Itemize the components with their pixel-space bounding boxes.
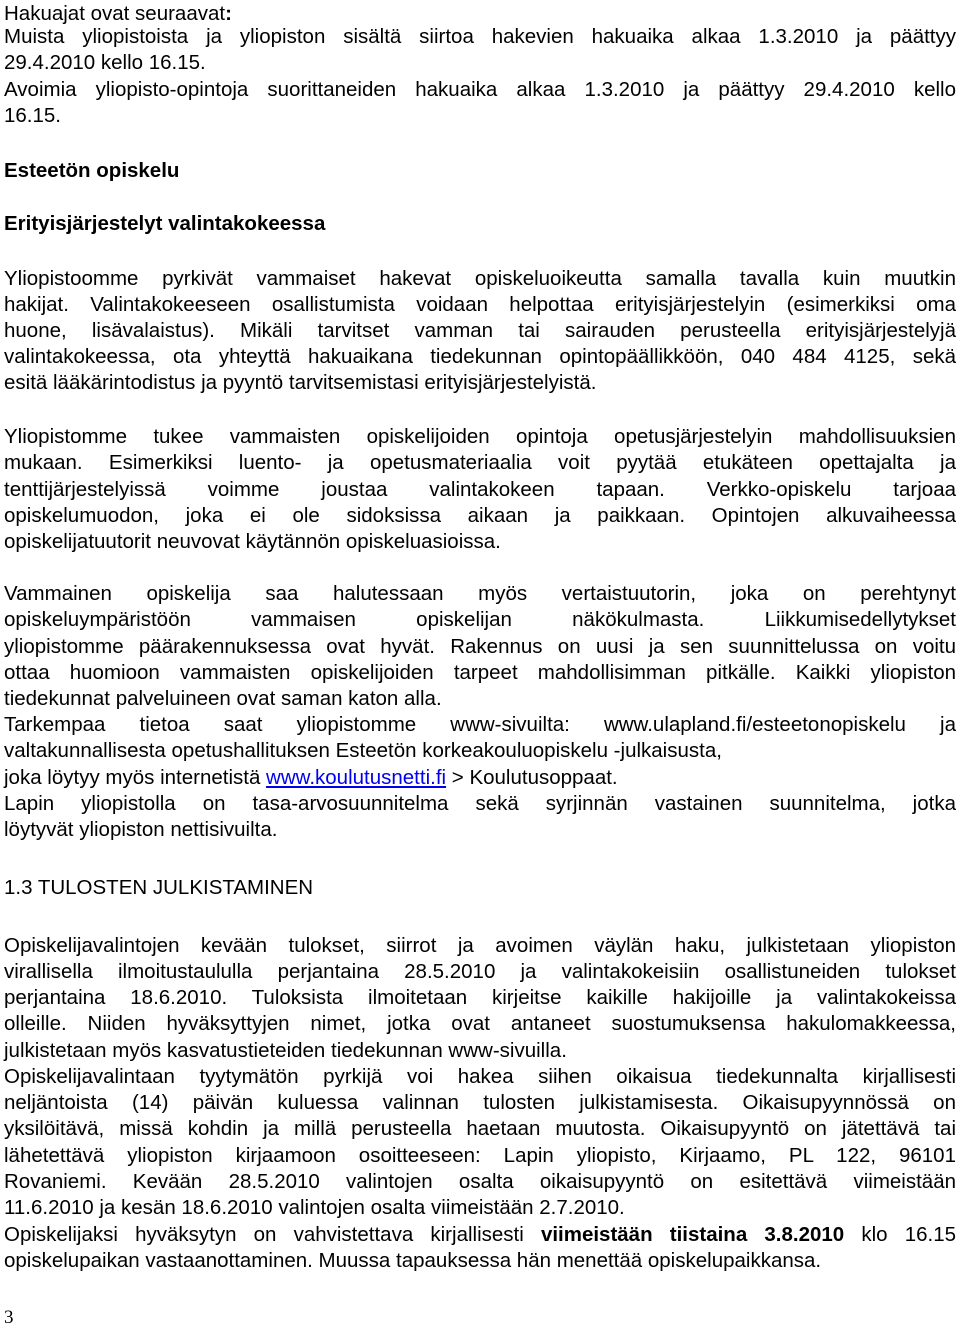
accessible-p4-line-1: Lapin yliopistolla on tasa-arvosuunnitelma sekä syrjinnän vastainen suunnitelma, jotka xyxy=(4,792,956,815)
accessible-p1-line-4: valintakokeessa, ota yhteyttä hakuaikana tiedekunnan opintopäällikköön, 040 484 4125, sekä xyxy=(4,345,956,368)
accessible-p2-line-5: opiskelijatuutorit neuvovat käytännön opiskeluasioissa. xyxy=(4,530,501,553)
accessible-p2-line-4: opiskelumuodon, joka ei ole sidoksissa aikaan ja paikkaan. Opintojen alkuvaiheessa xyxy=(4,504,956,527)
results-p1-line-2: virallisella ilmoitustaululla perjantaina 28.5.2010 ja valintakokeisiin osallistuneiden tulokset xyxy=(4,960,956,983)
results-p2-line-6: 11.6.2010 ja kesän 18.6.2010 valintojen osalta viimeistään 2.7.2010. xyxy=(4,1196,625,1219)
results-p2-line-5: Rovaniemi. Kevään 28.5.2010 valintojen osalta oikaisupyyntö on esitettävä viimeistään xyxy=(4,1170,956,1193)
results-p2-line-3: yksilöitävä, missä kohdin ja millä perusteella haetaan muutosta. Oikaisupyyntö on jätettävä tai xyxy=(4,1117,956,1140)
accessible-p3-line-6: Tarkempaa tietoa saat yliopistomme www-sivuilta: www.ulapland.fi/esteetonopiskelu ja xyxy=(4,713,956,736)
results-p1-line-5: julkistetaan myös kasvatustieteiden tiedekunnan www-sivuilla. xyxy=(4,1039,567,1062)
accessible-p3-line-5: tiedekunnat palveluineen ovat saman katon alla. xyxy=(4,687,442,710)
results-p1-line-3: perjantaina 18.6.2010. Tuloksista ilmoitetaan kirjeitse kaikille hakijoille ja valintakokeissa xyxy=(4,986,956,1009)
accessible-p3-line-1: Vammainen opiskelija saa halutessaan myös vertaistuutorin, joka on perehtynyt xyxy=(4,582,956,605)
section-subtitle-special-arrangements: Erityisjärjestelyt valintakokeessa xyxy=(4,212,326,235)
accessible-p2-line-3: tenttijärjestelyissä voimme joustaa valintakokeen tapaan. Verkko-opiskelu tarjoaa xyxy=(4,478,956,501)
section-title-accessible-study: Esteetön opiskelu xyxy=(4,159,180,182)
page-number: 3 xyxy=(4,1307,14,1328)
results-p2-line-1: Opiskelijavalintaan tyytymätön pyrkijä voi hakea siihen oikaisua tiedekunnalta kirjallisesti xyxy=(4,1065,956,1088)
accessible-p3-line-3: yliopistomme päärakennuksessa ovat hyvät. Rakennus on uusi ja sen suunnittelussa on voitu xyxy=(4,635,956,658)
section-heading-results: 1.3 TULOSTEN JULKISTAMINEN xyxy=(4,876,314,899)
accessible-p3-line-4: ottaa huomioon vammaisten opiskelijoiden tarpeet mahdollisimman pitkälle. Kaikki yliopiston xyxy=(4,661,956,684)
accessible-p1-line-5: esitä lääkärintodistus ja pyyntö tarvitsemistasi erityisjärjestelyistä. xyxy=(4,371,597,394)
results-p1-line-1: Opiskelijavalintojen kevään tulokset, siirrot ja avoimen väylän haku, julkistetaan yliopiston xyxy=(4,934,956,957)
accessible-p1-line-3: huone, lisävalaistus). Mikäli tarvitset vamman tai sairauden perusteella erityisjärjestelyjä xyxy=(4,319,956,342)
accessible-p2-line-1: Yliopistomme tukee vammaisten opiskelijoiden opintoja opetusjärjestelyin mahdollisuuksien xyxy=(4,425,956,448)
results-p2-line-4: lähetettävä yliopiston kirjaamoon osoitteeseen: Lapin yliopisto, Kirjaamo, PL 122, 96101 xyxy=(4,1144,956,1167)
intro-line-1: Muista yliopistoista ja yliopiston sisältä siirtoa hakevien hakuaika alkaa 1.3.2010 ja päättyy xyxy=(4,25,956,48)
results-p3-line-2: opiskelupaikan vastaanottaminen. Muussa tapauksessa hän menettää opiskelupaikkansa. xyxy=(4,1249,822,1272)
intro-line-4: 16.15. xyxy=(4,104,61,127)
intro-line-3: Avoimia yliopisto-opintoja suorittaneiden hakuaika alkaa 1.3.2010 ja päättyy 29.4.2010 kello xyxy=(4,78,956,101)
intro-heading: Hakuajat ovat seuraavat xyxy=(4,2,226,25)
accessible-p4-line-2: löytyvät yliopiston nettisivuilta. xyxy=(4,818,278,841)
results-p1-line-4: olleille. Niiden hyväksyttyjen nimet, jotka ovat antaneet suostumuksensa hakulomakkeessa, xyxy=(4,1012,956,1035)
accessible-p3-line-7: valtakunnallisesta opetushallituksen Esteetön korkeakouluopiskelu -julkaisusta, xyxy=(4,739,722,762)
accessible-p2-line-2: mukaan. Esimerkiksi luento- ja opetusmateriaalia voit pyytää etukäteen opettajalta ja xyxy=(4,451,956,474)
accessible-p1-line-1: Yliopistoomme pyrkivät vammaiset hakevat opiskeluoikeutta samalla tavalla kuin muutkin xyxy=(4,267,956,290)
intro-line-2: 29.4.2010 kello 16.15. xyxy=(4,51,206,74)
accessible-p3-line-2: opiskeluympäristöön vammaisen opiskelijan näkökulmasta. Liikkumisedellytykset xyxy=(4,608,956,631)
results-p2-line-2: neljäntoista (14) päivän kuluessa valinnan tulosten julkistamisesta. Oikaisupyynnössä on xyxy=(4,1091,956,1114)
deadline-bold: viimeistään tiistaina 3.8.2010 xyxy=(540,1223,845,1246)
results-p3-line-1: Opiskelijaksi hyväksytyn on vahvistettava kirjallisesti viimeistään tiistaina 3.8.2010 klo 16.15 xyxy=(4,1223,956,1246)
intro-heading-colon: : xyxy=(225,2,232,25)
koulutusnetti-link[interactable]: www.koulutusnetti.fi xyxy=(266,766,447,789)
accessible-p1-line-2: hakijat. Valintakokeeseen osallistumista voidaan helpottaa erityisjärjestelyin (esimerkiksi oma xyxy=(4,293,956,316)
accessible-p3-line-8: joka löytyy myös internetistä www.koulutusnetti.fi > Koulutusoppaat. xyxy=(4,766,618,789)
